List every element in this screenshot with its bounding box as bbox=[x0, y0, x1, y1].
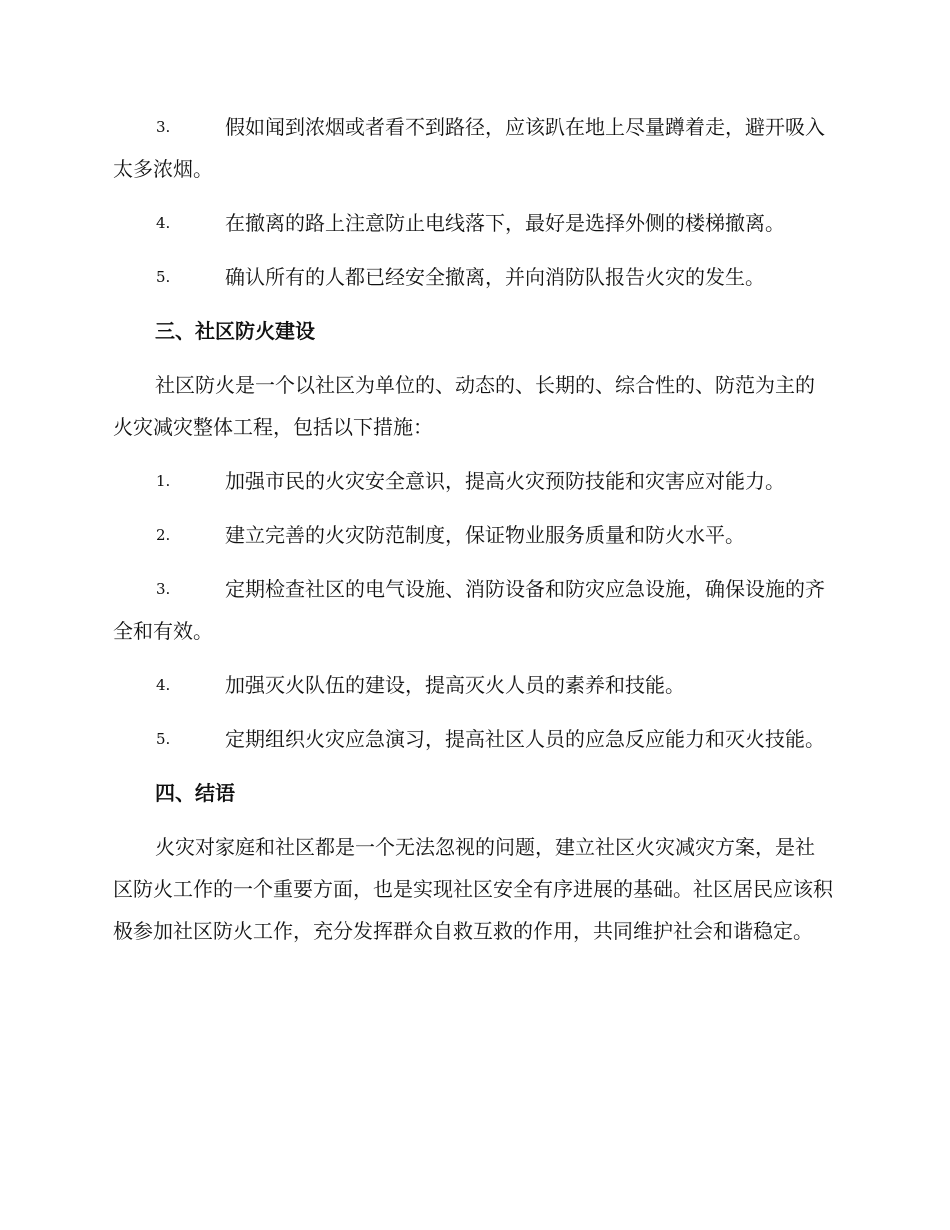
list-text: 加强市民的火灾安全意识，提高火灾预防技能和灾害应对能力。 bbox=[225, 469, 785, 493]
list-item bbox=[113, 106, 833, 190]
list-text: 加强灭火队伍的建设，提高灭火人员的素养和技能。 bbox=[225, 673, 685, 697]
list-number: 1. bbox=[156, 472, 171, 490]
list-number: 3. bbox=[156, 118, 171, 136]
paragraph: 社区防火是一个以社区为单位的、动态的、长期的、综合性的、防范为主的火灾减灾整体工程，包括以下措施： bbox=[113, 373, 815, 439]
list-number: 3. bbox=[156, 580, 171, 598]
list-item bbox=[113, 718, 833, 760]
list-number: 4. bbox=[156, 214, 171, 232]
list-number: 4. bbox=[156, 676, 171, 694]
section-heading: 四、结语 bbox=[155, 781, 235, 805]
list-item bbox=[113, 256, 833, 298]
list-text: 在撤离的路上注意防止电线落下，最好是选择外侧的楼梯撤离。 bbox=[225, 211, 785, 235]
section-heading: 三、社区防火建设 bbox=[155, 319, 315, 343]
list-item bbox=[113, 664, 833, 706]
list-number: 5. bbox=[156, 268, 171, 286]
list-text: 建立完善的火灾防范制度，保证物业服务质量和防火水平。 bbox=[225, 523, 745, 547]
list-number: 5. bbox=[156, 730, 171, 748]
list-item bbox=[113, 460, 833, 502]
paragraph: 火灾对家庭和社区都是一个无法忽视的问题，建立社区火灾减灾方案，是社区防火工作的一个重要方面，也是实现社区安全有序进展的基础。社区居民应该积极参加社区防火工作，充分发挥群众自救互救的作用，共同维护社会和谐稳定。 bbox=[113, 835, 833, 943]
list-text: 假如闻到浓烟或者看不到路径，应该趴在地上尽量蹲着走，避开吸入太多浓烟。 bbox=[113, 115, 825, 181]
list-number: 2. bbox=[156, 526, 171, 544]
list-text: 定期组织火灾应急演习，提高社区人员的应急反应能力和灭火技能。 bbox=[225, 727, 825, 751]
list-text: 确认所有的人都已经安全撤离，并向消防队报告火灾的发生。 bbox=[225, 265, 765, 289]
list-item bbox=[113, 568, 833, 652]
list-text: 定期检查社区的电气设施、消防设备和防灾应急设施，确保设施的齐全和有效。 bbox=[113, 577, 825, 643]
list-item bbox=[113, 202, 833, 244]
list-item bbox=[113, 514, 833, 556]
document-body bbox=[113, 106, 833, 964]
